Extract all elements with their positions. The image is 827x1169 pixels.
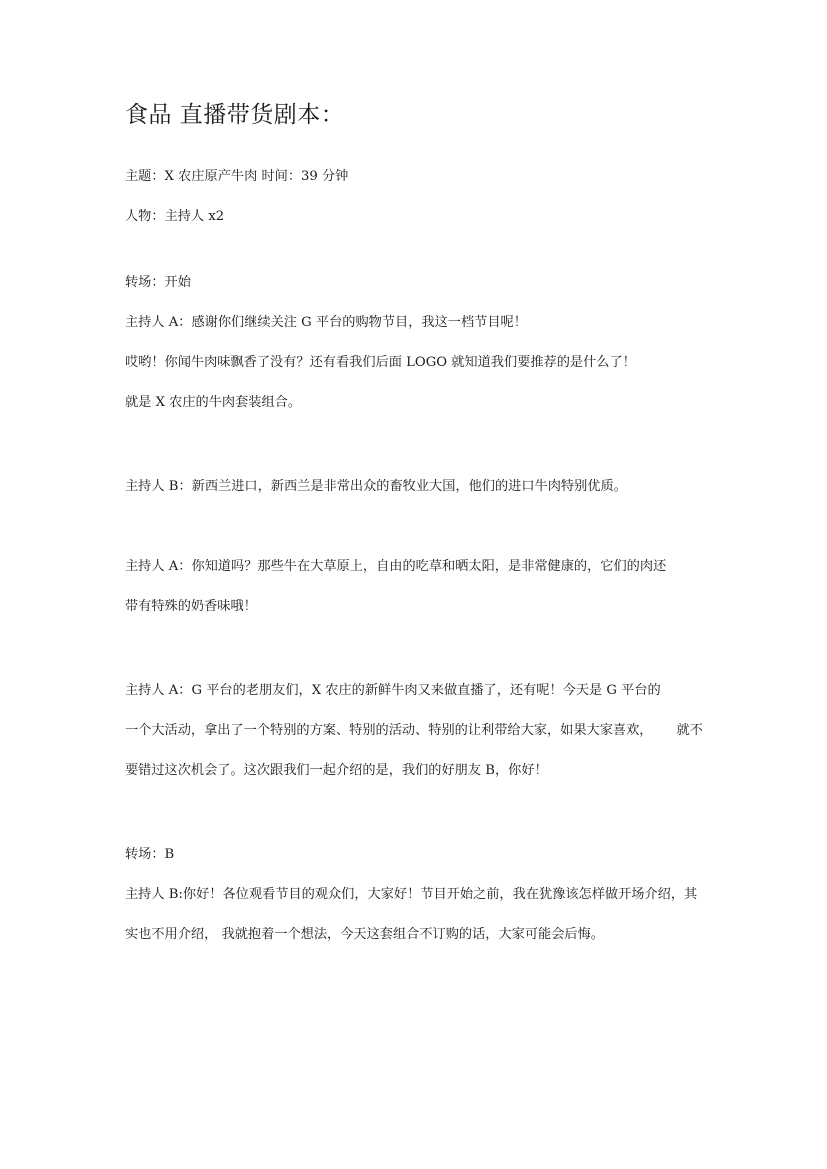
- host-a-paragraph-3-line-2: [125, 721, 703, 741]
- host-a-paragraph-3-line-2-main: 一个大活动，拿出了一个特别的方案、特别的活动、特别的让利带给大家，如果大家喜欢，: [125, 723, 653, 738]
- host-b-paragraph-1: 主持人 B：新西兰进口，新西兰是非常出众的畜牧业大国，他们的进口牛肉特别优质。: [125, 479, 627, 494]
- host-a-paragraph-1-line-3: 就是 X 农庄的牛肉套装组合。: [125, 395, 302, 410]
- theme-line: 主题：X 农庄原产牛肉 时间：39 分钟: [125, 169, 349, 184]
- host-a-paragraph-3-line-3: 要错过这次机会了。这次跟我们一起介绍的是，我们的好朋友 B，你好！: [125, 763, 548, 778]
- people-line: 人物：主持人 x2: [125, 209, 225, 224]
- document-title: 食品 直播带货剧本：: [125, 102, 345, 128]
- host-b-paragraph-2-line-2: 实也不用介绍， 我就抱着一个想法，今天这套组合不订购的话，大家可能会后悔。: [125, 927, 604, 942]
- host-a-paragraph-2-line-1: 主持人 A：你知道吗？那些牛在大草原上，自由的吃草和晒太阳，是非常健康的，它们的肉还: [125, 559, 667, 574]
- host-a-paragraph-3-line-1: 主持人 A：G 平台的老朋友们，X 农庄的新鲜牛肉又来做直播了，还有呢！今天是 G 平台的: [125, 683, 661, 698]
- host-a-paragraph-3-line-2-tail: 就不: [676, 723, 703, 738]
- host-a-paragraph-1-line-1: 主持人 A：感谢你们继续关注 G 平台的购物节目，我这一档节目呢！: [125, 315, 527, 330]
- transition-b: 转场：B: [125, 847, 175, 862]
- transition-start: 转场：开始: [125, 275, 191, 290]
- host-a-paragraph-1-line-2: 哎哟！你闻牛肉味飘香了没有？还有看我们后面 LOGO 就知道我们要推荐的是什么了！: [125, 355, 636, 370]
- host-a-paragraph-2-line-2: 带有特殊的奶香味哦！: [125, 599, 257, 614]
- host-b-paragraph-2-line-1: 主持人 B:你好！各位观看节目的观众们，大家好！节目开始之前，我在犹豫该怎样做开场介绍，其: [125, 887, 698, 902]
